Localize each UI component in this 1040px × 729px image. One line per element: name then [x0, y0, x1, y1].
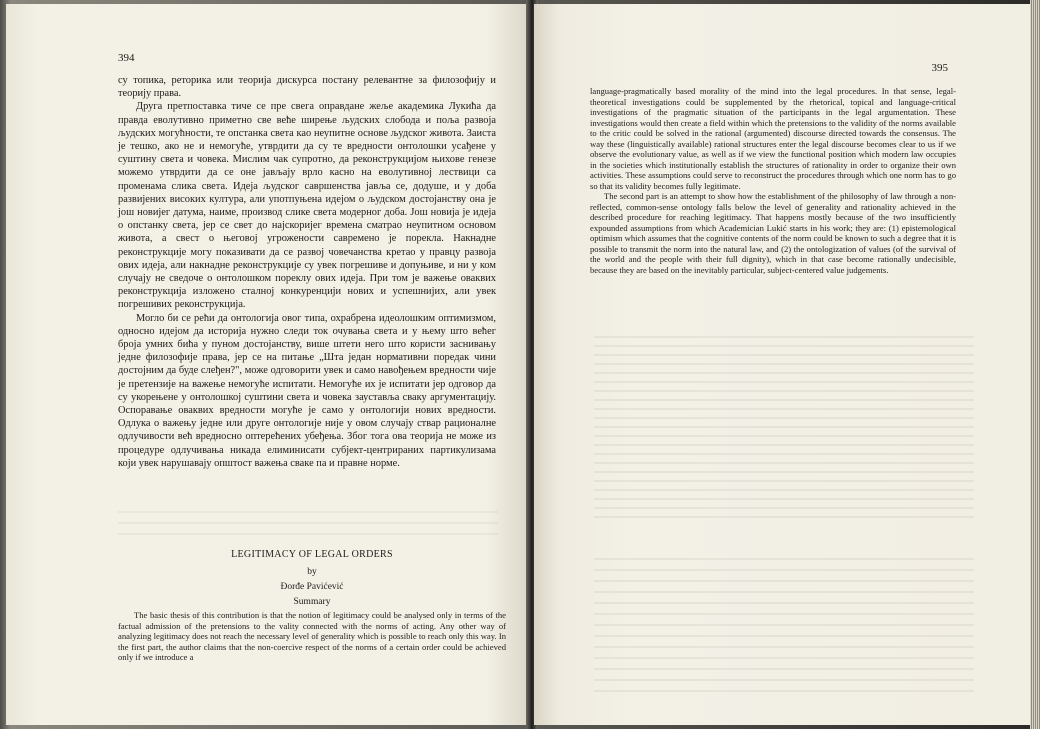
page-number-left: 394 — [118, 52, 135, 64]
page-number-right: 395 — [931, 62, 948, 74]
bleed-through-texture — [118, 502, 498, 542]
bleed-through-texture — [594, 329, 974, 519]
bleed-through-texture — [594, 549, 974, 699]
summary-title: LEGITIMACY OF LEGAL ORDERS — [231, 549, 393, 560]
paragraph: Могло би се рећи да онтологија овог типа, охрабрена идеолошким оптимизмом, односно идејом да историја нужно следи ток очувања света и у њему што већег броја умних бића у пуном достојанству, више штети него што користи заснивању једне филозофије права, јер се на питање „Шта један нормативни поредак чини достојним да буде слеђен?", може одговорити увек и само навођењем вредности чије је претензије на важење немогуће испитати. Немогуће их је испитати јер одговор да су укорењене у онтолошкој суштини света и човека зауставља сваку аргументацију. Оспоравање оваквих вредности могуће је само у онтологији нових вредности. Одлука о важењу једне или друге онтологије није у овом случају ствар рационалне одлучивости већ вредносно оптерећених убеђења. Због тога ова теорија не може из процедуре одлучивања никада елиминисати субјект-центрираних партикулизама који увек нарушавају општост важења сваке па и правне норме. — [118, 312, 496, 469]
paragraph: су топика, реторика или теорија дискурса постану релевантне за филозофију и теорију права. — [118, 75, 496, 100]
right-page — [534, 4, 1034, 725]
summary-by: by — [307, 567, 317, 577]
paragraph: The second part is an attempt to show how the establishment of the philosophy of law through a non-reflected, common-sense ontology falls below the level of generality and rationality achieved in the described procedure for reaching legitimacy. That happens mostly because of the two insufficiently expounded assumptions from which Academician Lukić starts in his work; they are: (1) epistemological optimism which assumes that the cognitive contents of the norm could be known to such a degree that it is possible to transmit the norm into the natural law, and (2) the ontologization of values (of the survival of the world and the people with their full dignity), which in that case become rationally undecisible, because they are based on the inevitably particular, subject-centered value judgements. — [590, 191, 956, 275]
summary-author: Đorđe Pavićević — [280, 582, 344, 592]
page-edges — [1030, 0, 1040, 729]
summary-text: The basic thesis of this contribution is that the notion of legitimacy could be analysed only in terms of the factual admission of the pretensions to the vality connected with the norms of acting. Any other way of analyzing legitimacy does not reach the necessary level of generality which is possible to reach only this way. In the first part, the author claims that the non-coercive respect of the norms of a certain order could be achieved only if we introduce a — [118, 610, 506, 663]
paragraph: language-pragmatically based morality of the mind into the legal procedures. In that sense, legal-theoretical investigations could be supplemented by the rhetorical, topical and language-critical investigations of the pragmatic situation of the participants in the legal argumentation. These investigations would then create a field within which the pretensions to the validity of the norms available to the critic could be solved in the rational (argumented) discourse directed towards the consensus. The way these (linguistically available) rational structures enter the legal discourse becomes clear to us if we observe the evolutionary value, as well as if we view the functional position which modern law occupies in the societies which institutionally establish the structures of rationality in order to organize their own activities. These assumptions could serve to reconstruct the procedures through which one norm has to go so that its validity becomes fully legitimate. — [590, 86, 956, 191]
paragraph: Друга претпоставка тиче се пре свега оправдане жеље академика Лукића да правда еволутивно приметно све веће ширење људских слобода и поља развоја људских могућности, те опстанка света као неупитне основе људског живота. Заиста је тешко, ако не и немогуће, утврдити да су те вредности онтолошки усађене у суштину света и човека. Мислим чак супротно, да реконструкцијом њихове генезе можемо утврдити да се оне јављају врло касно на еволутивној лествици са променама слика света. Идеја људског савршенства јавља се, додуше, и у доба развијених високих култура, али употпуњена идејом о људском достојанству она је још новијег датума, наиме, производ слике света модерног доба. Још новија је идеја о опстанку света, јер се свет до најскоријег времена сматрао неупитном основом живота, а свест о његовој угрожености савремено је порекла. Накнадне реконструкције могу показивати да се развој човечанства кретао у правцу развоја ових идеја, али накнадне реконструкције су увек погрешиве и допуњиве, и ни у ком случају не сведоче о онтолошком пореклу ових идеја. При том је важење оваквих реконструкција изложено сталној конкуренцији нових и успешнијих, али увек погрешивих реконструкција. — [118, 101, 496, 311]
serbian-text-body — [118, 74, 496, 470]
summary-label: Summary — [293, 597, 331, 607]
left-page — [6, 4, 528, 725]
english-text-body — [590, 86, 956, 275]
english-summary — [118, 549, 506, 663]
